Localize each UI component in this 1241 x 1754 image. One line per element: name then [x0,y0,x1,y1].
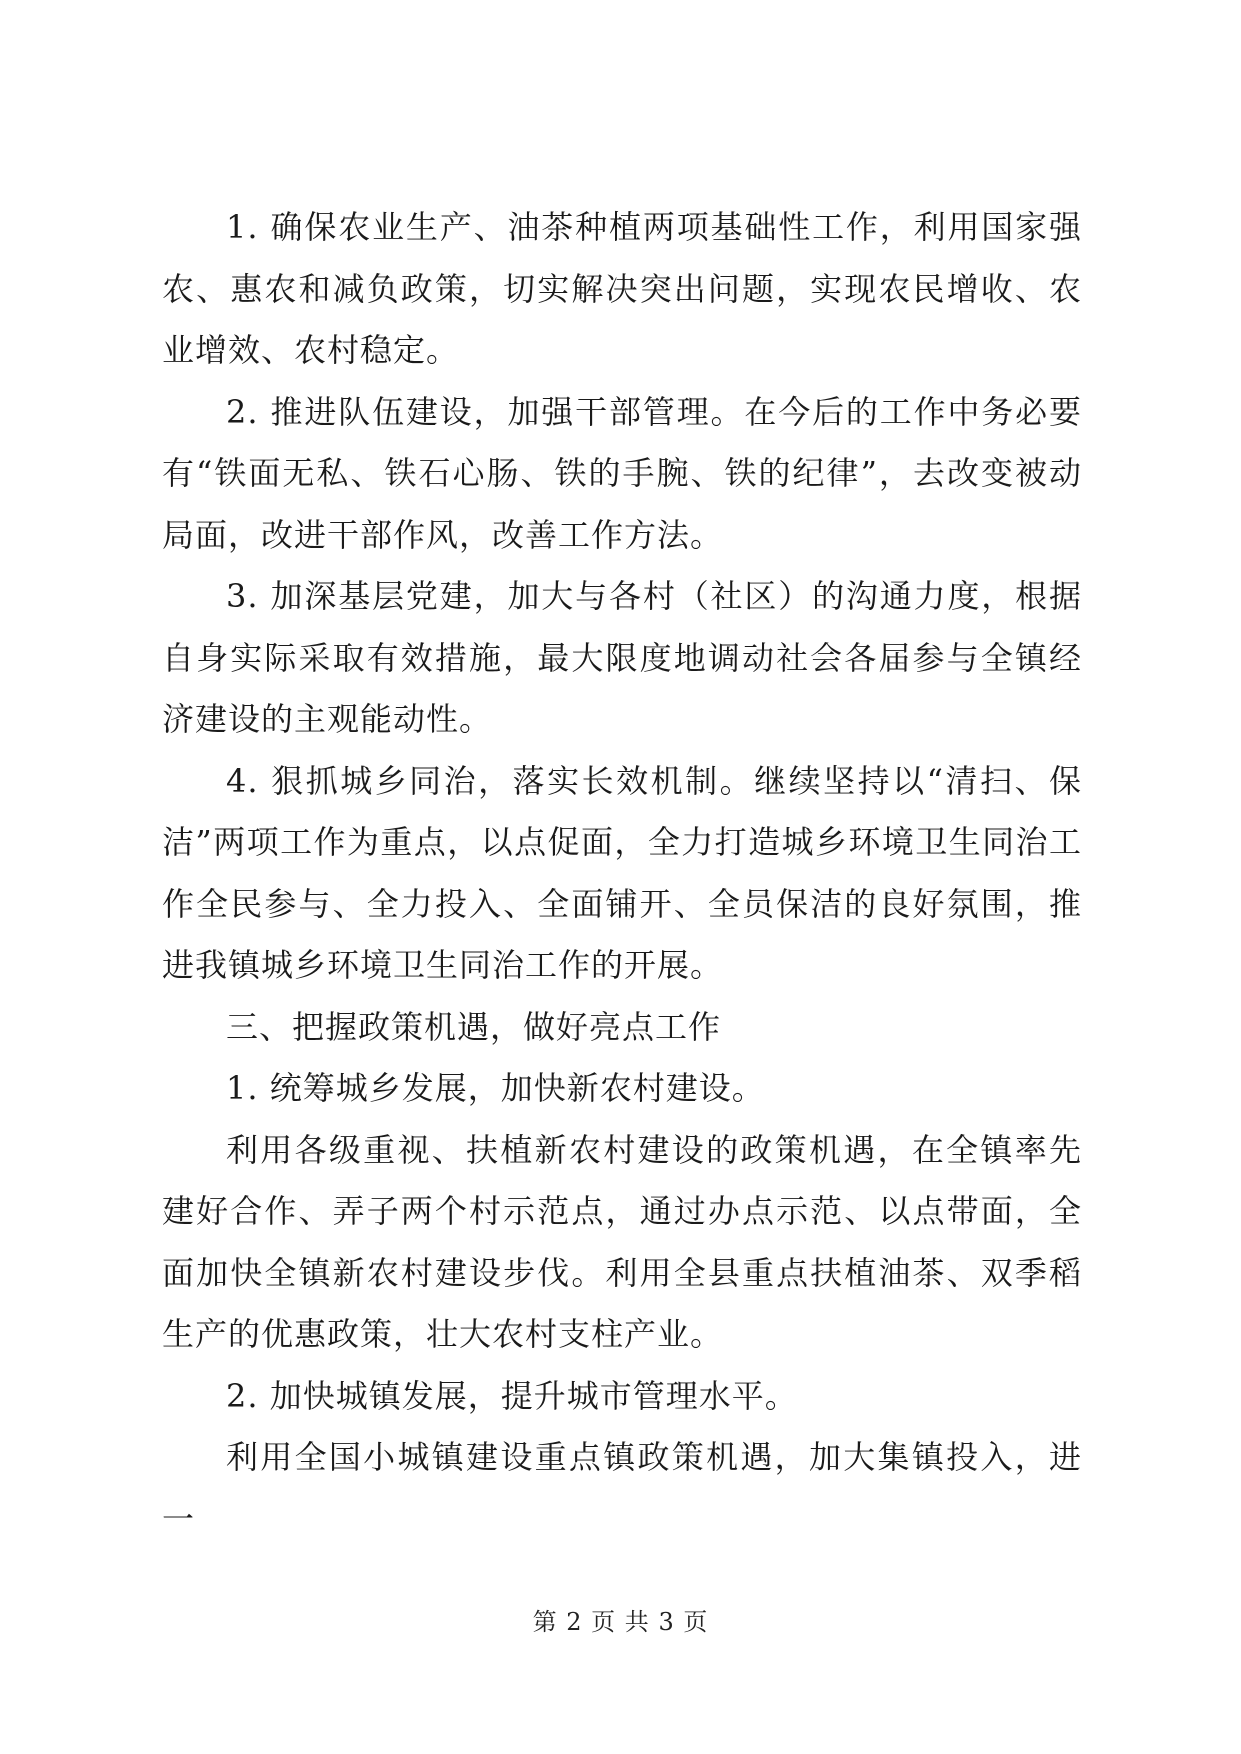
paragraph-5: 利用各级重视、扶植新农村建设的政策机遇，在全镇率先建好合作、弄子两个村示范点，通过办点示范、以点带面，全面加快全镇新农村建设步伐。利用全县重点扶植油茶、双季稻生产的优惠政策，壮大农村支柱产业。 [162,1130,1082,1353]
subheading-2: 2. 加快城镇发展，提升城市管理水平。 [226,1376,798,1415]
paragraph-3: 3. 加深基层党建，加大与各村（社区）的沟通力度，根据自身实际采取有效措施，最大限度地调动社会各届参与全镇经济建设的主观能动性。 [162,577,1082,738]
document-body [162,197,1082,1550]
page-footer [0,1607,1241,1637]
paragraph-6: 利用全国小城镇建设重点镇政策机遇，加大集镇投入，进一 [162,1438,1082,1538]
section-heading: 三、把握政策机遇，做好亮点工作 [226,1007,722,1046]
paragraph-4: 4. 狠抓城乡同治，落实长效机制。继续坚持以“清扫、保洁”两项工作为重点，以点促面，全力打造城乡环境卫生同治工作全民参与、全力投入、全面铺开、全员保洁的良好氛围，推进我镇城乡环境卫生同治工作的开展。 [162,761,1082,984]
paragraph-1: 1. 确保农业生产、油茶种植两项基础性工作，利用国家强农、惠农和减负政策，切实解决突出问题，实现农民增收、农业增效、农村稳定。 [162,208,1082,369]
subheading-1: 1. 统筹城乡发展，加快新农村建设。 [226,1069,765,1107]
paragraph-2: 2. 推进队伍建设，加强干部管理。在今后的工作中务必要有“铁面无私、铁石心肠、铁的手腕、铁的纪律”，去改变被动局面，改进干部作风，改善工作方法。 [162,392,1082,554]
page-number: 第 2 页 共 3 页 [532,1608,709,1636]
